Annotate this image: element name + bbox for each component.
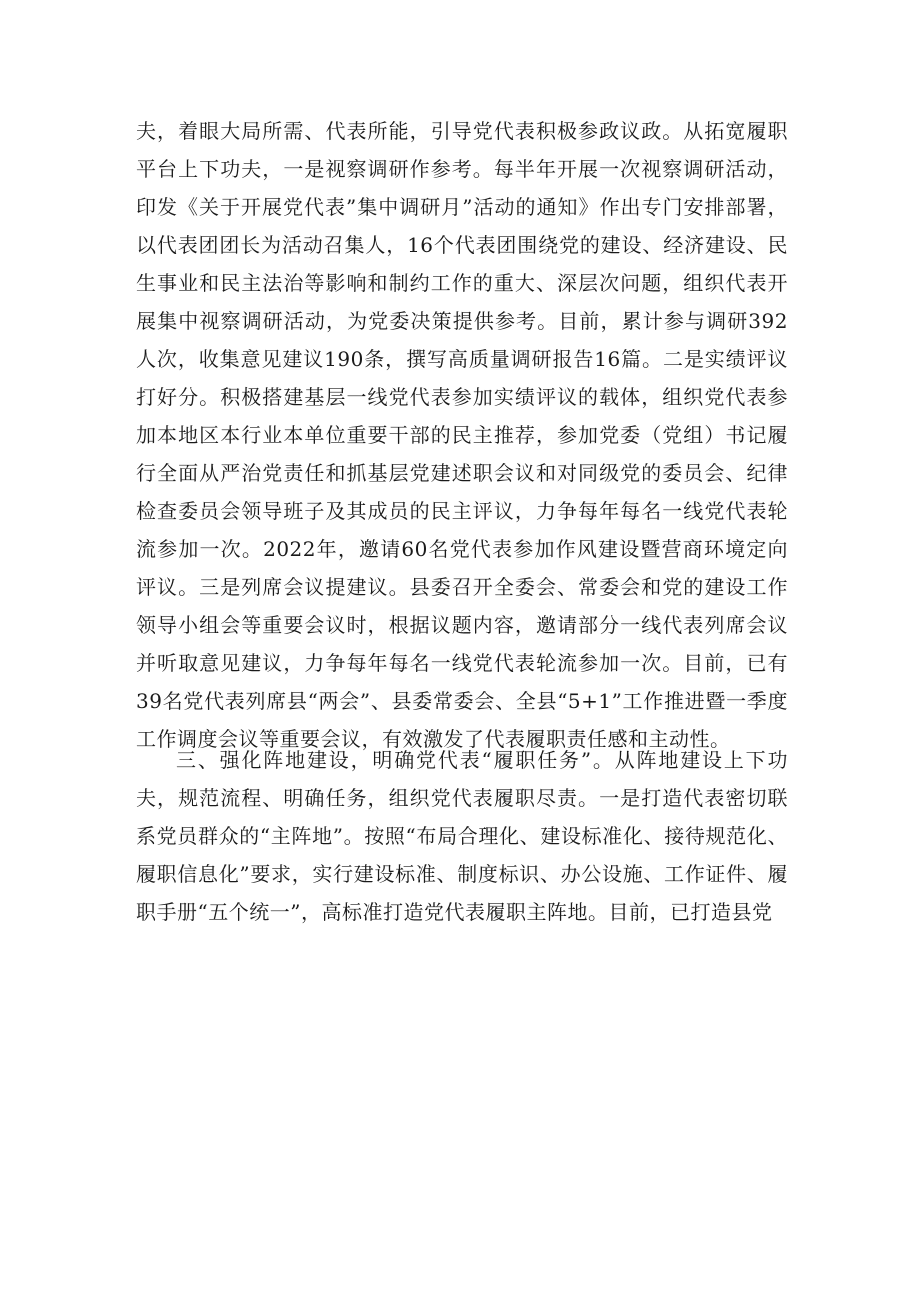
body-paragraph: 夫，着眼大局所需、代表所能，引导党代表积极参政议政。从拓宽履职平台上下功夫，一是视察调研作参考。每半年开展一次视察调研活动，印发《关于开展党代表”集中调研月”活动的通知》作出专门安排部署，以代表团团长为活动召集人，16个代表团围绕党的建设、经济建设、民生事业和民主法治等影响和制约工作的重大、深层次问题，组织代表开展集中视察调研活动，为党委决策提供参考。目前，累计参与调研392人次，收集意见建议190条，撰写高质量调研报告16篇。二是实绩评议打好分。积极搭建基层一线党代表参加实绩评议的载体，组织党代表参加本地区本行业本单位重要干部的民主推荐，参加党委（党组）书记履行全面从严治党责任和抓基层党建述职会议和对同级党的委员会、纪律检查委员会领导班子及其成员的民主评议，力争每年每名一线党代表轮流参加一次。2022年，邀请60名党代表参加作风建设暨营商环境定向评议。三是列席会议提建议。县委召开全委会、常委会和党的建设工作领导小组会等重要会议时，根据议题内容，邀请部分一线代表列席会议并听取意见建议，力争每年每名一线党代表轮流参加一次。目前，已有39名党代表列席县“两会”、县委常委会、全县“5+1”工作推进暨一季度工作调度会议等重要会议，有效激发了代表履职责任感和主动性。 xyxy=(136,119,788,751)
section-three-paragraph: 三、强化阵地建设，明确党代表“履职任务”。从阵地建设上下功夫，规范流程、明确任务，组织党代表履职尽责。一是打造代表密切联系党员群众的“主阵地”。按照“布局合理化、建设标准化、接待规范化、履职信息化”要求，实行建设标准、制度标识、办公设施、工作证件、履职手册“五个统一”，高标准打造党代表履职主阵地。目前，已打造县党 xyxy=(136,748,788,924)
